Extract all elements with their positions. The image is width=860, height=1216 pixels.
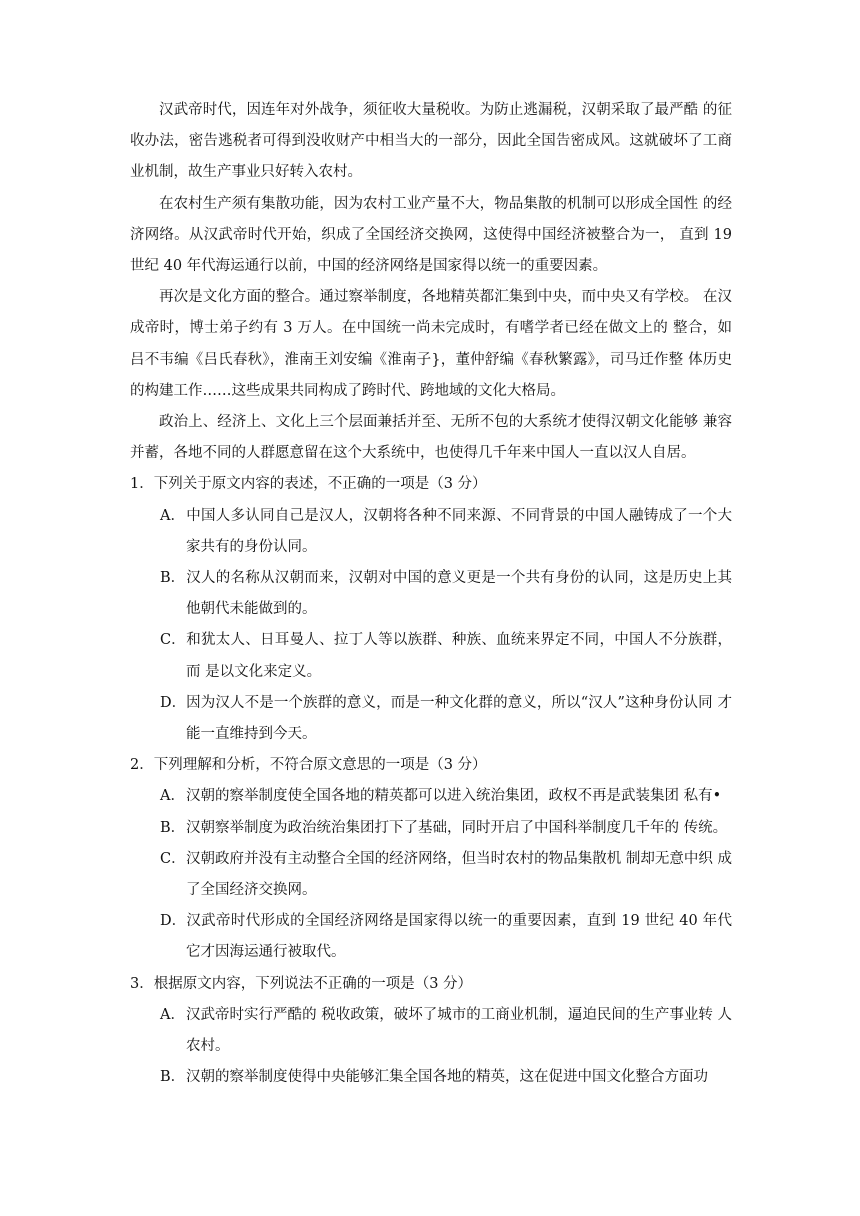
- passage-paragraph-4: 政治上、经济上、文化上三个层面兼括并至、无所不包的大系统才使得汉朝文化能够 兼容并蓄，各地不同的人群愿意留在这个大系统中，也使得几千年来中国人一直以汉人自居。: [130, 414, 732, 462]
- option-letter: A．: [160, 788, 185, 805]
- passage-paragraph-2: 在农村生产须有集散功能，因为农村工业产量不大，物品集散的机制可以形成全国性 的经济网络。从汉武帝时代开始，织成了全国经济交换网，这使得中国经济被整合为一， 直到 19 世纪 40 年代海运通行以前，中国的经济网络是国家得以统一的重要因素。: [130, 195, 732, 275]
- option-letter: A．: [160, 507, 185, 524]
- option-a: [160, 501, 732, 563]
- option-a: [160, 1000, 732, 1062]
- option-text: 汉朝政府并没有主动整合全国的经济网络，但当时农村的物品集散机 制却无意中织 成了全国经济交换网。: [186, 850, 732, 899]
- option-c: [160, 625, 732, 687]
- option-text: 中国人多认同自己是汉人，汉朝将各种不同来源、不同背景的中国人融铸成了一个大家共有的身份认同。: [186, 507, 732, 555]
- question-3: [130, 969, 732, 1094]
- option-letter: D．: [160, 694, 187, 711]
- question-2: [130, 750, 732, 968]
- option-text: 汉朝察举制度为政治统治集团打下了基础，同时开启了中国科举制度几千年的 传统。: [186, 819, 728, 836]
- option-letter: B．: [160, 1069, 186, 1086]
- document-content: [130, 95, 732, 1094]
- option-letter: B．: [160, 570, 186, 587]
- option-d: [160, 688, 732, 750]
- option-text: 汉武帝时实行严酷的 税收政策，破坏了城市的工商业机制，逼迫民间的生产事业转 人农村。: [186, 1006, 732, 1055]
- option-text: 汉朝的察举制度使得中央能够汇集全国各地的精英，这在促进中国文化整合方面功: [186, 1069, 708, 1086]
- passage-paragraph-1: 汉武帝时代，因连年对外战争，须征收大量税收。为防止逃漏税，汉朝采取了最严酷 的征收办法，密告逃税者可得到没收财产中相当大的一部分，因此全国告密成风。这就破坏了工商业机制，故生产事业只好转入农村。: [130, 102, 732, 181]
- passage-paragraph-3: 再次是文化方面的整合。通过察举制度，各地精英都汇集到中央，而中央又有学校。 在汉成帝时，博士弟子约有 3 万人。在中国统一尚未完成时，有嗜学者已经在做文上的 整合，如吕不韦编《吕氏春秋》，淮南王刘安编《淮南子}，董仲舒编《春秋繁露》，司马迁作整 体历史的构建工作……这些成果共同构成了跨时代、跨地域的文化大格局。: [130, 289, 732, 399]
- option-d: [160, 906, 732, 968]
- option-text: 汉武帝时代形成的全国经济网络是国家得以统一的重要因素，直到 19 世纪 40 年代它才因海运通行被取代。: [186, 913, 732, 961]
- option-b: [160, 563, 732, 625]
- option-letter: C．: [160, 632, 186, 649]
- option-c: [160, 844, 732, 906]
- option-letter: A．: [160, 1006, 185, 1023]
- option-text: 和犹太人、日耳曼人、拉丁人等以族群、种族、血统来界定不同，中国人不分族群，而 是以文化来定义。: [186, 632, 732, 680]
- option-b: [160, 813, 732, 844]
- option-b: [160, 1062, 732, 1093]
- question-stem: 2．下列理解和分析，不符合原文意思的一项是（3 分）: [130, 757, 487, 774]
- option-letter: B．: [160, 819, 186, 836]
- option-letter: D．: [160, 913, 187, 930]
- question-stem: 1．下列关于原文内容的表述，不正确的一项是（3 分）: [130, 476, 487, 493]
- option-a: [160, 781, 732, 812]
- question-stem: 3．根据原文内容，下列说法不正确的一项是（3 分）: [130, 975, 473, 992]
- question-1: [130, 469, 732, 750]
- option-letter: C．: [160, 850, 186, 867]
- option-text: 汉人的名称从汉朝而来，汉朝对中国的意义更是一个共有身份的认同，这是历史上其他朝代未能做到的。: [186, 570, 732, 618]
- option-text: 因为汉人不是一个族群的意义，而是一种文化群的意义，所以“汉人”这种身份认同 才能一直维持到今天。: [186, 694, 732, 743]
- option-text: 汉朝的察举制度使全国各地的精英都可以进入统治集团，政权不再是武装集团 私有•: [186, 788, 722, 805]
